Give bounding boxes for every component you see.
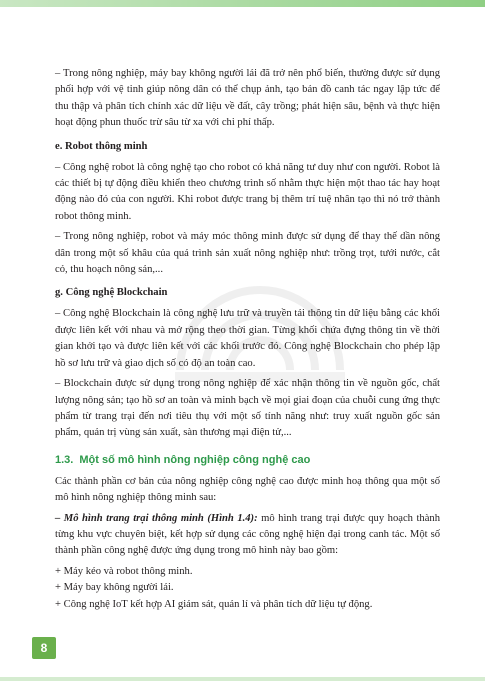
model-lead-text: – Mô hình trang trại thông minh (Hình 1.4): — [55, 512, 258, 524]
paragraph: – Trong nông nghiệp, robot và máy móc thông minh được sử dụng để thay thế dần nông dân trong một số khâu của quá trình sản xuất nông nghiệp như: trồng trọt, tưới nước, cắt cỏ, thu hoạch nông sản,... — [55, 231, 440, 276]
section-number: 1.3. — [55, 453, 74, 466]
paragraph: – Công nghệ Blockchain là công nghệ lưu trữ và truyền tải thông tin dữ liệu bằng các khối được liên kết với nhau và mở rộng theo thời gian. Từng khối chứa đựng thông tin về thời gian khởi tạo và được liên kết với các khối trước đó. Công nghệ Blockchain cho phép lập hồ sơ lưu trữ và giao dịch số có độ an toàn cao. — [55, 308, 440, 369]
list-item: + Máy kéo và robot thông minh. — [55, 565, 193, 577]
list-item: + Máy bay không người lái. — [55, 582, 174, 594]
list-item: + Công nghệ IoT kết hợp AI giám sát, quản lí và phân tích dữ liệu tự động. — [55, 598, 373, 610]
section-heading-g: g. Công nghệ Blockchain — [55, 287, 168, 299]
model-body-text: mô hình trang trại được quy hoạch thành từng khu vực chuyên biệt, kết hợp sử dụng các công nghệ hiện đại trong canh tác. Một số thành phần công nghệ được ứng dụng trong mô hình này bao gồm: — [55, 512, 440, 557]
section-heading-e: e. Robot thông minh — [55, 140, 148, 152]
bottom-color-bar — [0, 677, 485, 681]
paragraph: – Công nghệ robot là công nghệ tạo cho robot có khả năng tư duy như con người. Robot là các thiết bị tự động điều khiển theo chương trình số nhằm thực hiện một thao tác hay hoạt động nào đó của con người. Khi robot được trang bị thêm trí tuệ nhân tạo thì nó trở thành robot thông minh. — [55, 161, 440, 222]
paragraph — [55, 511, 440, 560]
section-heading-1-3 — [55, 452, 440, 468]
page-number: 8 — [32, 637, 56, 659]
paragraph: – Blockchain được sử dụng trong nông nghiệp để xác nhận thông tin về nguồn gốc, chất lượng nông sản; tạo hồ sơ an toàn và minh bạch về mọi giai đoạn của chuỗi cung ứng thực phẩm từ trang trại đến nơi tiêu thụ với một số tính năng như: truy xuất nguồn gốc sản phẩm, quản trị vùng sản xuất, sàn thương mại điện tử,... — [55, 378, 440, 439]
top-color-bar — [0, 0, 485, 7]
paragraph: Các thành phần cơ bản của nông nghiệp công nghệ cao được minh hoạ thông qua một số mô hình nông nghiệp thông minh sau: — [55, 475, 440, 504]
paragraph: – Trong nông nghiệp, máy bay không người lái đã trở nên phổ biến, thường được sử dụng phối hợp với vệ tinh giúp nông dân có thể chụp ảnh, tạo bản đồ canh tác ngay lập tức để thu thập và phân tích chính xác dữ liệu về đất, cây trồng; phát hiện sâu, bệnh và thực hiện hoạt động phun thuốc trừ sâu từ xa với chi phí thấp. — [55, 68, 440, 129]
section-title: Một số mô hình nông nghiệp công nghệ cao — [79, 453, 311, 466]
page-content — [55, 66, 440, 613]
